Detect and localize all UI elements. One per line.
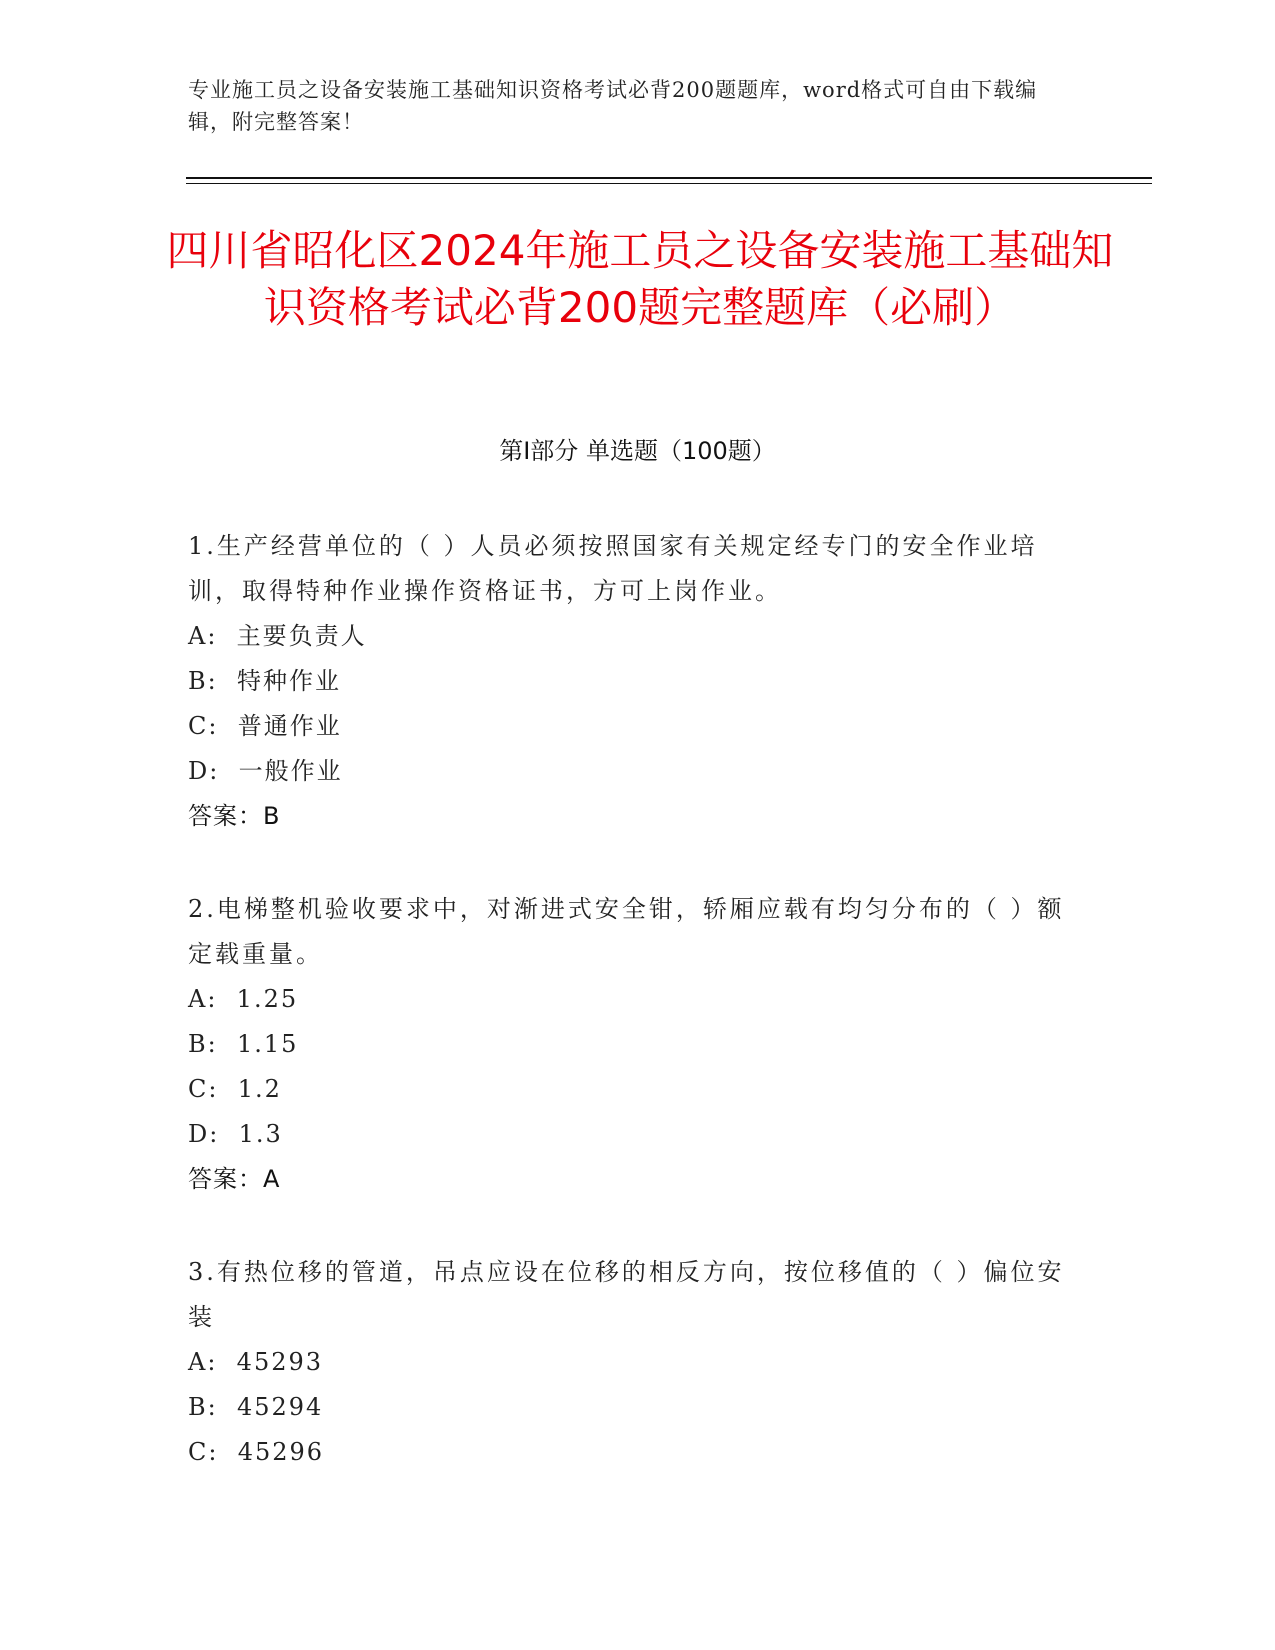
option-b: B: 特种作业 (188, 667, 341, 695)
document-title: 四川省昭化区2024年施工员之设备安装施工基础知识资格考试必背200题完整题库（必刷） (166, 226, 1114, 332)
header-divider-thin (186, 183, 1152, 184)
option-a: A: 45293 (188, 1348, 324, 1376)
option-b: B: 1.15 (188, 1030, 299, 1058)
option-a: A: 主要负责人 (188, 622, 367, 650)
option-c: C: 普通作业 (188, 712, 342, 740)
section-title: 第Ⅰ部分 单选题（100题） (499, 437, 776, 465)
option-d: D: 1.3 (188, 1120, 283, 1148)
question-1 (188, 524, 1088, 839)
option-c: C: 1.2 (188, 1075, 282, 1103)
answer: 答案：A (188, 1165, 281, 1193)
question-stem: 1.生产经营单位的（ ）人员必须按照国家有关规定经专门的安全作业培训，取得特种作业操作资格证书，方可上岗作业。 (188, 532, 1038, 605)
question-2 (188, 887, 1088, 1202)
header-divider-thick (186, 177, 1152, 179)
question-stem: 2.电梯整机验收要求中，对渐进式安全钳，轿厢应载有均匀分布的（ ）额定载重量。 (188, 895, 1065, 968)
option-c: C: 45296 (188, 1438, 325, 1466)
option-a: A: 1.25 (188, 985, 299, 1013)
answer: 答案：B (188, 802, 281, 830)
question-3 (188, 1250, 1088, 1475)
option-b: B: 45294 (188, 1393, 324, 1421)
option-d: D: 一般作业 (188, 757, 343, 785)
question-stem: 3.有热位移的管道，吊点应设在位移的相反方向，按位移值的（ ）偏位安装 (188, 1258, 1065, 1331)
header-note: 专业施工员之设备安装施工基础知识资格考试必背200题题库，word格式可自由下载编辑，附完整答案！ (188, 78, 1038, 134)
